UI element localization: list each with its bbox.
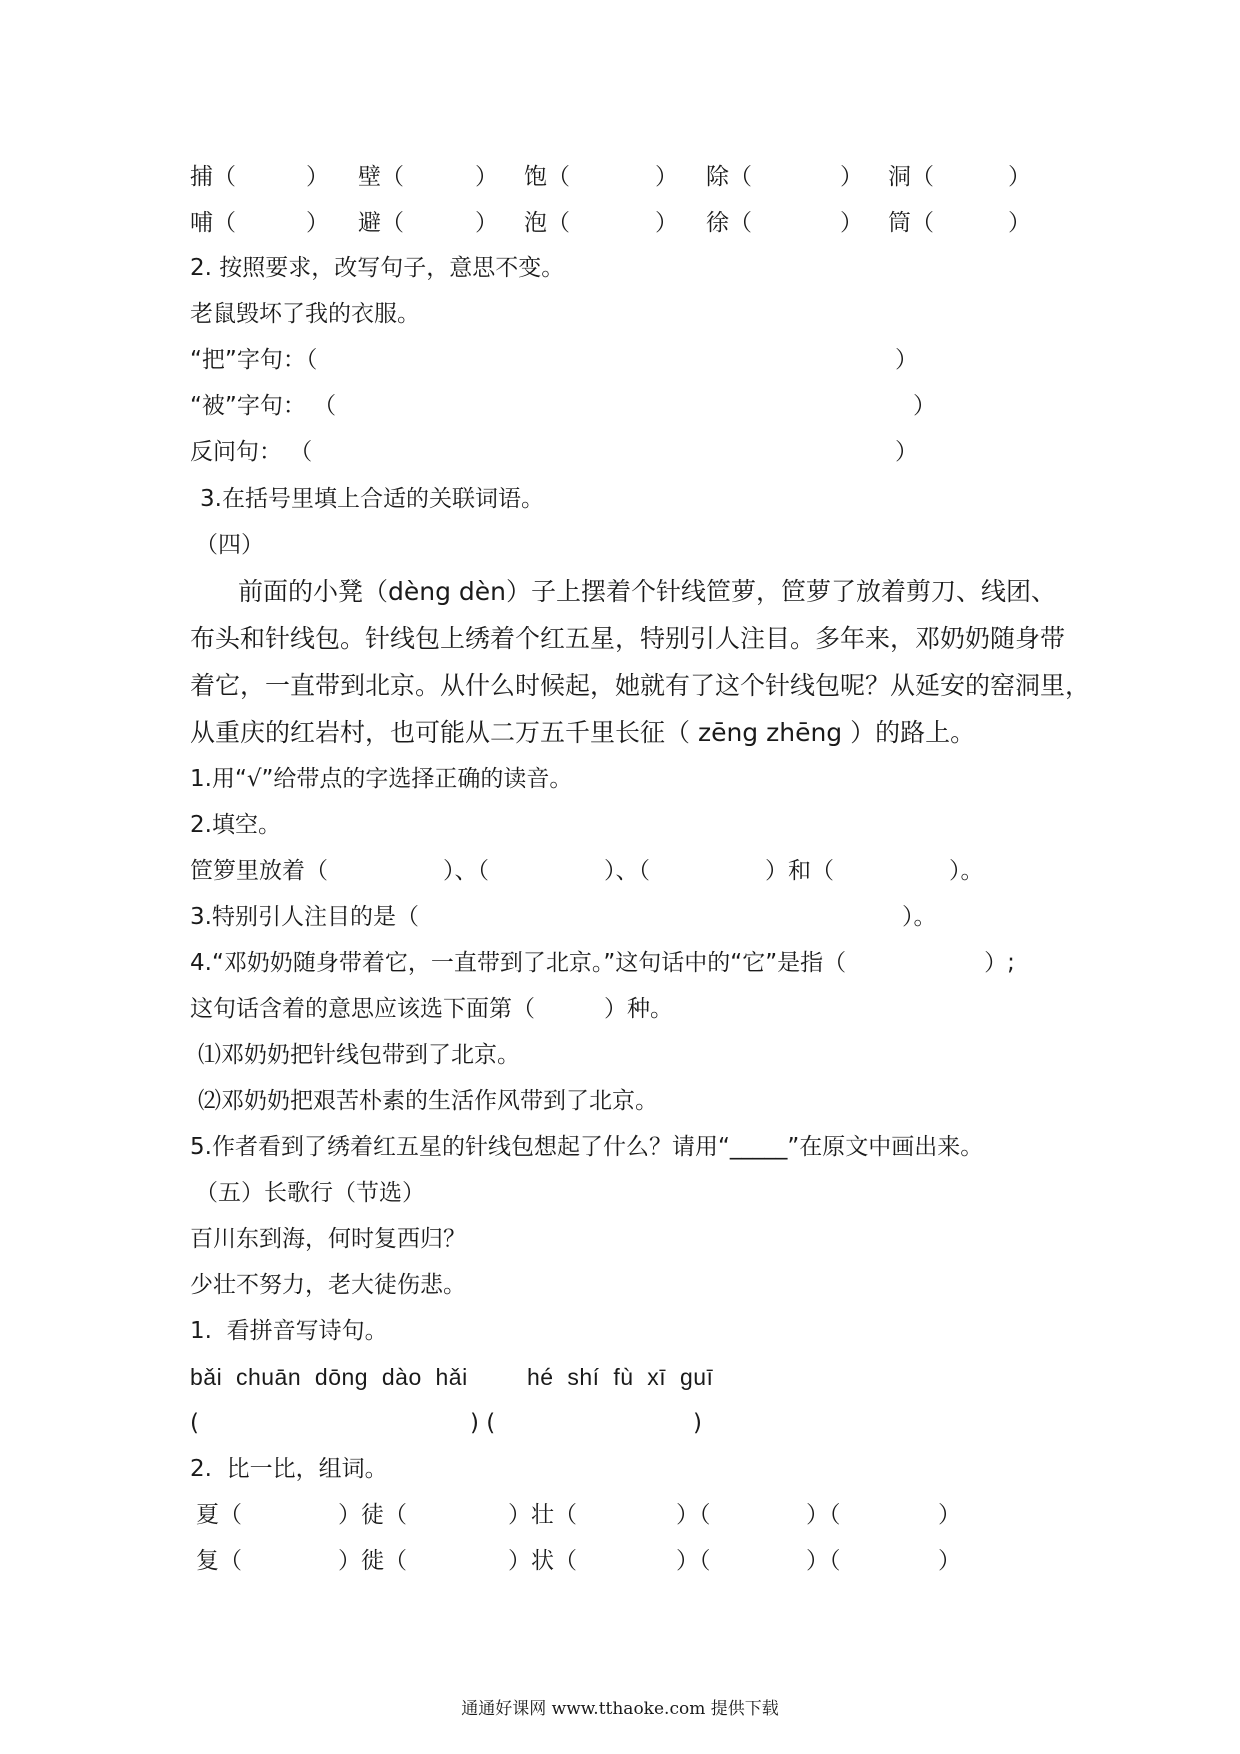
fanwen-label: 反问句： （ — [190, 439, 313, 465]
char-cell: ） — [1008, 210, 1031, 236]
bei-close: ） — [913, 393, 936, 419]
char-cell: 除（ — [706, 164, 752, 190]
section4-option-2: ⑵邓奶奶把艰苦朴素的生活作风带到了北京。 — [198, 1088, 658, 1114]
section4-option-1: ⑴邓奶奶把针线包带到了北京。 — [198, 1042, 520, 1068]
section4-q5: 5.作者看到了绣着红五星的针线包想起了什么？请用“_____”在原文中画出来。 — [190, 1134, 984, 1160]
char-cell: ） — [306, 210, 329, 236]
compare-cell: ）（ — [676, 1548, 711, 1574]
compare-cell: ）（ — [806, 1502, 841, 1528]
compare-cell: ）壮（ — [508, 1502, 577, 1528]
char-cell: ） — [655, 210, 678, 236]
char-cell: 徐（ — [706, 210, 752, 236]
compare-cell: ） — [938, 1548, 961, 1574]
section4-q2: 2.填空。 — [190, 812, 281, 838]
section4-para-line: 前面的小凳（dèng dèn）子上摆着个针线笸萝，笸萝了放着剪刀、线团、 — [238, 577, 1057, 606]
compare-cell: ）徙（ — [338, 1548, 407, 1574]
section4-q4-line1: 4.“邓奶奶随身带着它，一直带到了北京。”这句话中的“它”是指（ ）; — [190, 950, 1015, 976]
char-cell: ） — [840, 210, 863, 236]
char-cell: 哺（ — [190, 210, 236, 236]
char-cell: 洞（ — [888, 164, 934, 190]
page-footer: 通通好课网 www.tthaoke.com 提供下载 — [461, 1699, 779, 1719]
char-cell: ） — [475, 210, 498, 236]
answer-open: ( — [190, 1410, 199, 1436]
bei-label: “被”字句： （ — [190, 393, 337, 419]
fanwen-close: ） — [895, 439, 918, 465]
section4-q4-line2: 这句话含着的意思应该选下面第（ ）种。 — [190, 996, 673, 1022]
char-cell: 饱（ — [524, 164, 570, 190]
char-cell: 捕（ — [190, 164, 236, 190]
char-cell: ） — [655, 164, 678, 190]
char-cell: 避（ — [358, 210, 404, 236]
compare-cell: ）徒（ — [338, 1502, 407, 1528]
char-cell: ） — [1008, 164, 1031, 190]
char-cell: ） — [475, 164, 498, 190]
answer-close: ) — [693, 1410, 702, 1436]
poem-line-1: 百川东到海，何时复西归？ — [190, 1226, 466, 1252]
q2-title: 2. 按照要求，改写句子，意思不变。 — [190, 255, 565, 281]
answer-mid: ) ( — [470, 1410, 496, 1436]
char-cell: ） — [840, 164, 863, 190]
compare-cell: 复（ — [196, 1548, 242, 1574]
section4-para-line: 布头和针线包。针线包上绣着个红五星，特别引人注目。多年来，邓奶奶随身带 — [190, 624, 1066, 653]
ba-close: ） — [895, 347, 918, 373]
compare-cell: ）（ — [806, 1548, 841, 1574]
section4-q3: 3.特别引人注目的是（ ）。 — [190, 904, 937, 930]
char-cell: 壁（ — [358, 164, 404, 190]
section5-q2: 2. 比一比，组词。 — [190, 1456, 388, 1482]
section4-para-line: 从重庆的红岩村，也可能从二万五千里长征（ zēng zhēng ）的路上。 — [190, 718, 976, 747]
section5-q1: 1. 看拼音写诗句。 — [190, 1318, 388, 1344]
compare-cell: ）（ — [676, 1502, 711, 1528]
compare-cell: ）状（ — [508, 1548, 577, 1574]
char-cell: ） — [306, 164, 329, 190]
section5-heading: （五）长歌行（节选） — [195, 1180, 425, 1206]
section4-heading: （四） — [195, 532, 264, 558]
section4-q1: 1.用“√”给带点的字选择正确的读音。 — [190, 766, 573, 792]
char-cell: 筒（ — [888, 210, 934, 236]
pinyin-line-2: hé shí fù xī guī — [527, 1364, 714, 1390]
compare-cell: ） — [938, 1502, 961, 1528]
q3-title: 3.在括号里填上合适的关联词语。 — [200, 486, 544, 512]
section4-para-line: 着它，一直带到北京。从什么时候起，她就有了这个针线包呢？从延安的窑洞里， — [190, 671, 1091, 700]
ba-label: “把”字句：（ — [190, 347, 318, 373]
section4-q2-line: 笸箩里放着（ ）、（ ）、（ ）和（ ）。 — [190, 858, 984, 884]
char-cell: 泡（ — [524, 210, 570, 236]
q2-sentence: 老鼠毁坏了我的衣服。 — [190, 301, 420, 327]
compare-cell: 夏（ — [196, 1502, 242, 1528]
pinyin-line-1: bǎi chuān dōng dào hǎi — [190, 1364, 468, 1390]
poem-line-2: 少壮不努力，老大徒伤悲。 — [190, 1272, 466, 1298]
